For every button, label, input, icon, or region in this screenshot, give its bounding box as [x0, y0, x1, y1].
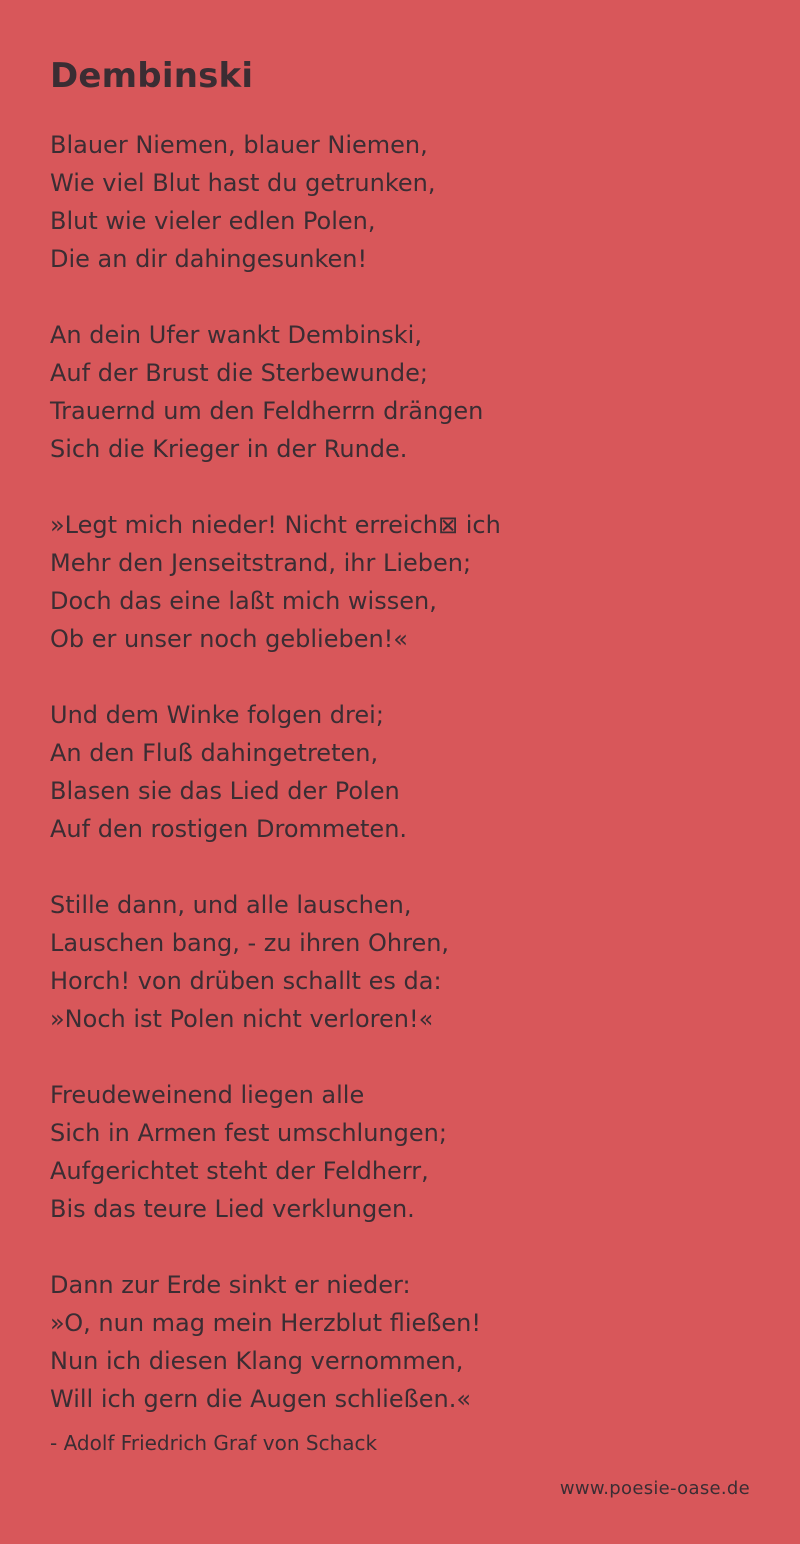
verse-line: »Noch ist Polen nicht verloren!« [50, 1005, 434, 1033]
verse-line: Bis das teure Lied verklungen. [50, 1195, 415, 1223]
poem-author: - Adolf Friedrich Graf von Schack [50, 1431, 378, 1455]
verse-line: Doch das eine laßt mich wissen, [50, 587, 437, 615]
verse-line: Mehr den Jenseitstrand, ihr Lieben; [50, 549, 472, 577]
stanza-1 [50, 126, 750, 278]
verse-line: Stille dann, und alle lauschen, [50, 891, 412, 919]
poem-body [50, 126, 750, 1456]
verse-line: Will ich gern die Augen schließen.« [50, 1385, 472, 1413]
verse-line: Auf den rostigen Drommeten. [50, 815, 408, 843]
verse-line: Aufgerichtet steht der Feldherr, [50, 1157, 429, 1185]
verse-line: Freudeweinend liegen alle [50, 1081, 365, 1109]
verse-line: Auf der Brust die Sterbewunde; [50, 359, 428, 387]
verse-line: Und dem Winke folgen drei; [50, 701, 384, 729]
stanza-3 [50, 506, 750, 658]
verse-line: Blut wie vieler edlen Polen, [50, 207, 376, 235]
verse-line: »O, nun mag mein Herzblut fließen! [50, 1309, 481, 1337]
verse-line: Die an dir dahingesunken! [50, 245, 368, 273]
poem-title: Dembinski [50, 56, 254, 96]
verse-line: Dann zur Erde sinkt er nieder: [50, 1271, 411, 1299]
stanza-2 [50, 316, 750, 468]
site-url: www.poesie-oase.de [559, 1478, 750, 1499]
stanza-4 [50, 696, 750, 848]
verse-line: Blauer Niemen, blauer Niemen, [50, 131, 428, 159]
verse-line: Lauschen bang, - zu ihren Ohren, [50, 929, 450, 957]
stanza-6 [50, 1076, 750, 1228]
stanza-7 [50, 1266, 750, 1418]
verse-line: Sich in Armen fest umschlungen; [50, 1119, 447, 1147]
verse-line: An dein Ufer wankt Dembinski, [50, 321, 422, 349]
verse-line: »Legt mich nieder! Nicht erreich⊠ ich [50, 511, 501, 539]
verse-line: Horch! von drüben schallt es da: [50, 967, 442, 995]
verse-line: Wie viel Blut hast du getrunken, [50, 169, 436, 197]
verse-line: Sich die Krieger in der Runde. [50, 435, 408, 463]
verse-line: An den Fluß dahingetreten, [50, 739, 379, 767]
verse-line: Nun ich diesen Klang vernommen, [50, 1347, 464, 1375]
verse-line: Trauernd um den Feldherrn drängen [50, 397, 484, 425]
verse-line: Ob er unser noch geblieben!« [50, 625, 408, 653]
verse-line: Blasen sie das Lied der Polen [50, 777, 400, 805]
stanza-5 [50, 886, 750, 1038]
